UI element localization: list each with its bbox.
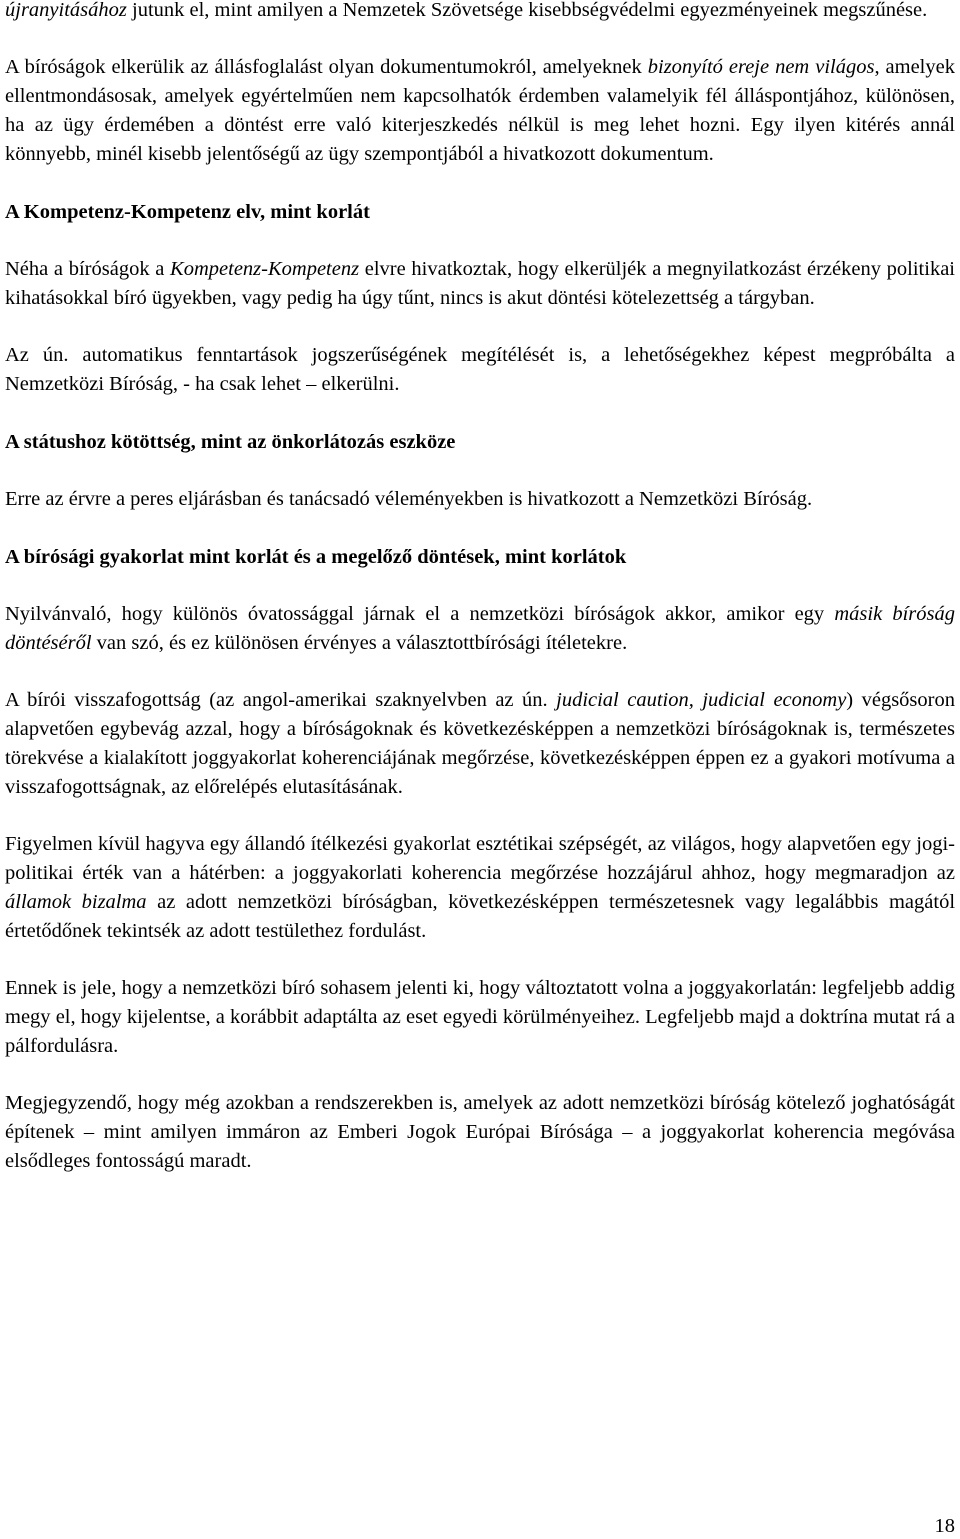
section-heading: A státushoz kötöttség, mint az önkorlátozás eszköze bbox=[5, 431, 456, 453]
paragraph-other-court: Nyilvánvaló, hogy különös óvatossággal járnak el a nemzetközi bíróságok akkor, amikor egy másik bíróság döntéséről van szó, és ez különösen érvényes a választottbírósági ítéletekre. bbox=[5, 603, 956, 654]
paragraph-judicial-caution: A bírói visszafogottság (az angol-amerikai szaknyelvben az ún. judicial caution, judicial economy) végsősoron alapvetően egybevág azzal, hogy a bíróságoknak és következésképpen a nemzetközi bíróságoknak is, természetes törekvése a kialakított joggyakorlat koherenciájának megőrzése, következésképpen éppen ez a gyakori motívuma a visszafogottságnak, az előrelépés elutasításának. bbox=[5, 689, 955, 798]
paragraph-kompetenz: Néha a bíróságok a Kompetenz-Kompetenz elvre hivatkoztak, hogy elkerüljék a megnyilatkozást érzékeny politikai kihatásokkal bíró ügyekben, vagy pedig ha úgy tűnt, nincs is akut döntési kötelezettség a tárgyban. bbox=[5, 258, 955, 309]
italic-term: másik bíróság döntéséről bbox=[5, 603, 956, 654]
page-number: 18 bbox=[934, 1515, 955, 1537]
paragraph-coherence: Figyelmen kívül hagyva egy állandó ítélkezési gyakorlat esztétikai szépségét, az világos, hogy alapvetően egy jogi-politikai érték van a hátérben: a joggyakorlati koherencia megőrzése hozzájárul ahhoz, hogy megmaradjon az államok bizalma az adott nemzetközi bíróságban, következésképpen természetesnek vagy legalábbis magától értetődőnek tekintsék az adott testülethez fordulást. bbox=[5, 833, 956, 942]
paragraph-judge-practice: Ennek is jele, hogy a nemzetközi bíró sohasem jelenti ki, hogy változtatott volna a joggyakorlatán: legfeljebb addig megy el, hogy kijelentse, a korábbit adaptálta az eset egyedi körülményeihez. Legfeljebb majd a doktrína mutat rá a pálfordulásra. bbox=[5, 977, 955, 1057]
section-heading: A bírósági gyakorlat mint korlát és a megelőző döntések, mint korlátok bbox=[5, 546, 627, 568]
italic-term: államok bizalma bbox=[5, 891, 147, 913]
italic-term: judicial caution, judicial economy bbox=[556, 689, 847, 711]
italic-term: Kompetenz-Kompetenz bbox=[170, 258, 360, 280]
paragraph-continuation: újranyitásához jutunk el, mint amilyen a Nemzetek Szövetsége kisebbségvédelmi egyezményeinek megszűnése. bbox=[5, 0, 928, 21]
section-heading: A Kompetenz-Kompetenz elv, mint korlát bbox=[5, 201, 370, 223]
italic-term: újranyitásához bbox=[5, 0, 127, 21]
paragraph-reservations: Az ún. automatikus fenntartások jogszerűségének megítélését is, a lehetőségekhez képest megpróbálta a Nemzetközi Bíróság, - ha csak lehet – elkerülni. bbox=[5, 344, 955, 395]
italic-term: bizonyító ereje nem világos bbox=[647, 56, 875, 78]
paragraph-note: Megjegyzendő, hogy még azokban a rendszerekben is, amelyek az adott nemzetközi bíróság kötelező joghatóságát építenek – mint amilyen immáron az Emberi Jogok Európai Bírósága – a joggyakorlat koherencia megóvása elsődleges fontosságú maradt. bbox=[5, 1092, 955, 1172]
paragraph-evidence: A bíróságok elkerülik az állásfoglalást olyan dokumentumokról, amelyeknek bizonyító ereje nem világos, amelyek ellentmondásosak, amelyek egyértelműen nem kapcsolhatók érdemben valamelyik fél álláspontjához, különösen, ha az ügy érdemében a döntést erre való kiterjeszkedés nélkül is meg lehet hozni. Egy ilyen kitérés annál könnyebb, minél kisebb jelentőségű az ügy szempontjából a hivatkozott dokumentum. bbox=[5, 56, 955, 165]
document-page bbox=[5, 0, 955, 1176]
paragraph-status: Erre az érvre a peres eljárásban és tanácsadó véleményekben is hivatkozott a Nemzetközi Bíróság. bbox=[5, 488, 813, 510]
